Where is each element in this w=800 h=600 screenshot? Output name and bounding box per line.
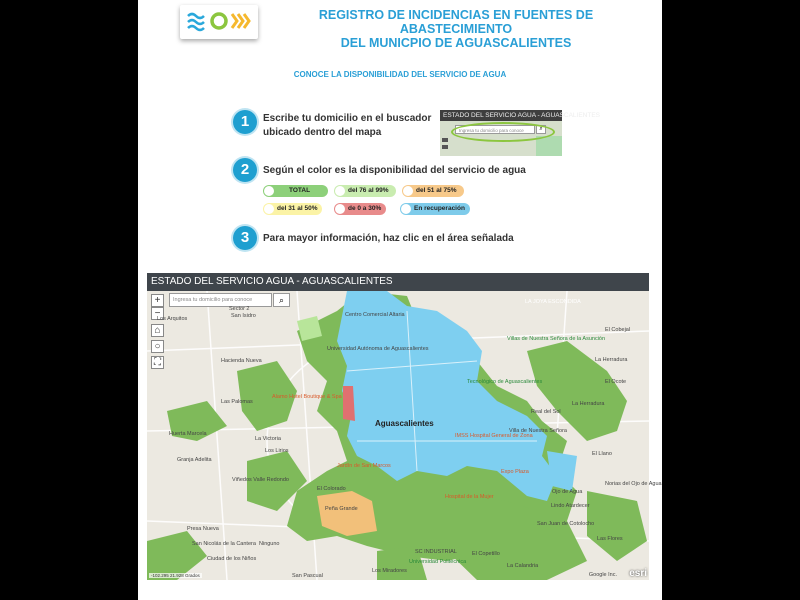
- legend-recuperacion: [400, 203, 470, 215]
- map-label: Peña Grande: [325, 506, 358, 512]
- legend-76-99: [334, 185, 396, 197]
- preview-search-input: Ingresa tu domicilio para conoce: [455, 125, 535, 134]
- map-label: Los Arquitos: [157, 316, 188, 322]
- page: [138, 0, 662, 600]
- step-1-line-1: Escribe tu domicilio en el buscador: [263, 113, 432, 124]
- legend-dot-icon: [264, 186, 274, 196]
- map-label: El Ocote: [605, 379, 627, 385]
- city-label: Aguascalientes: [375, 419, 434, 428]
- map-label: San Isidro: [231, 313, 256, 319]
- home-icon[interactable]: ⌂: [151, 324, 164, 337]
- map-label: Los Miradores: [372, 568, 407, 574]
- locate-icon[interactable]: ○: [151, 340, 164, 353]
- map-label: Jardín de San Marcos: [337, 463, 391, 469]
- map-label: Norias del Ojo de Agua: [605, 481, 662, 487]
- map-label: La Herradura: [572, 401, 605, 407]
- title-line-2: DEL MUNICPIO DE AGUASCALIENTES: [340, 36, 572, 50]
- map-label: Universidad Politécnica: [409, 559, 467, 565]
- search-input[interactable]: Ingresa tu domicilio para conoce: [169, 293, 272, 307]
- legend-label: del 31 al 50%: [277, 205, 318, 212]
- fullscreen-icon[interactable]: ⛶: [151, 356, 164, 369]
- map-label: Alamo Hotel Boutique & Spa: [272, 394, 342, 400]
- legend-label: del 51 al 75%: [416, 187, 457, 194]
- section-subtitle: CONOCE LA DISPONIBILIDAD DEL SERVICIO DE AGUA: [293, 70, 507, 79]
- map-label: Villa de Nuestra Señora: [509, 428, 567, 434]
- map-label: Villas de Nuestra Señora de la Asunción: [507, 336, 606, 342]
- legend-dot-icon: [264, 204, 274, 214]
- map-label: Los Lirios: [265, 448, 289, 454]
- attribution: Google Inc.: [588, 572, 617, 578]
- esri-logo: esri: [629, 568, 647, 579]
- map-label: Ojo de Agua: [552, 489, 583, 495]
- map-label: El Colorado: [317, 486, 346, 492]
- map-label: La Herradura: [595, 357, 628, 363]
- step-1-number: 1: [233, 110, 257, 134]
- map-label: Expo Plaza: [501, 469, 529, 475]
- map-label: Viñedos Valle Redondo: [232, 477, 289, 483]
- map-viewport[interactable]: [147, 291, 662, 580]
- map-label: Ninguno: [259, 541, 280, 547]
- ring-icon: [212, 14, 226, 28]
- legend-label: de 0 a 30%: [348, 205, 382, 212]
- map-label: Hospital de la Mujer: [445, 494, 494, 500]
- step-2-text: Según el color es la disponibilidad del servicio de agua: [263, 165, 526, 176]
- legend-31-50: [263, 203, 322, 215]
- title-line-1: REGISTRO DE INCIDENCIAS EN FUENTES DE ABASTECIMIENTO: [318, 8, 594, 36]
- legend-label: del 76 al 99%: [348, 187, 389, 194]
- map-title-bar: ESTADO DEL SERVICIO AGUA - AGUASCALIENTES: [147, 273, 649, 291]
- step-1-line-2: ubicado dentro del mapa: [263, 127, 382, 138]
- legend-dot-icon: [335, 204, 345, 214]
- map-label: Centro Comercial Altaria: [345, 312, 405, 318]
- wave-icon: [188, 14, 204, 30]
- zoom-out-button[interactable]: −: [151, 307, 164, 320]
- search-icon[interactable]: ⌕: [273, 293, 290, 307]
- legend-dot-icon: [403, 186, 413, 196]
- map-label: Sector 2: [229, 306, 250, 312]
- map-label: Las Flores: [597, 536, 623, 542]
- preview-search-icon: ⌕: [536, 125, 546, 134]
- step-3-text: Para mayor información, haz clic en el área señalada: [263, 233, 514, 244]
- map-label: El Cobejal: [605, 327, 631, 333]
- legend-dot-icon: [335, 186, 345, 196]
- chevrons-icon: [232, 14, 249, 28]
- map-label: San Pascual: [292, 573, 323, 579]
- map-label: Lindo Atardecer: [551, 503, 590, 509]
- step-2-number: 2: [233, 158, 257, 182]
- map-label: El Copetillo: [472, 551, 500, 557]
- step-3-number: 3: [233, 226, 257, 250]
- map-label: LA JOYA ESCONDIDA: [525, 299, 581, 305]
- map-label: Ciudad de los Niños: [207, 556, 257, 562]
- logo: [180, 5, 258, 39]
- legend-label: TOTAL: [289, 187, 311, 194]
- highlight-ring: [451, 122, 555, 142]
- coordinates-readout: -102.295 21.928 Grados: [151, 573, 200, 578]
- zoom-in-button[interactable]: +: [151, 294, 164, 307]
- map-label: San Juan de Cotolocho: [537, 521, 595, 527]
- legend-51-75: [402, 185, 464, 197]
- map-label: Granja Adelita: [177, 457, 212, 463]
- map-label: La Victoria: [255, 436, 281, 442]
- map-label: Tecnológico de Aguascalientes: [467, 379, 543, 385]
- map-label: Hacienda Nueva: [221, 358, 262, 364]
- zone-0-30: [343, 386, 355, 421]
- legend-label: En recuperación: [414, 205, 465, 212]
- step-1-text: [263, 112, 431, 140]
- map-label: La Calandria: [507, 563, 539, 569]
- legend-total: [263, 185, 328, 197]
- map-label: Universidad Autónoma de Aguascalientes: [327, 346, 429, 352]
- map-label: San Nicolás de la Cantera: [192, 541, 256, 547]
- map-label: Real del Sol: [531, 409, 561, 415]
- map-layer: [147, 291, 649, 580]
- page-title: [266, 8, 646, 50]
- preview-title: ESTADO DEL SERVICIO AGUA - AGUASCALIENTES: [440, 110, 562, 121]
- map-label: El Llano: [592, 451, 612, 457]
- legend-dot-icon: [401, 204, 411, 214]
- legend-0-30: [334, 203, 386, 215]
- map-label: Huerta Marcela: [169, 431, 207, 437]
- map-label: Las Palomas: [221, 399, 253, 405]
- map-label: IMSS Hospital General de Zona: [455, 433, 533, 439]
- map-preview: [440, 110, 601, 156]
- map-label: SC INDUSTRIAL: [415, 549, 457, 555]
- map-label: Presa Nueva: [187, 526, 219, 532]
